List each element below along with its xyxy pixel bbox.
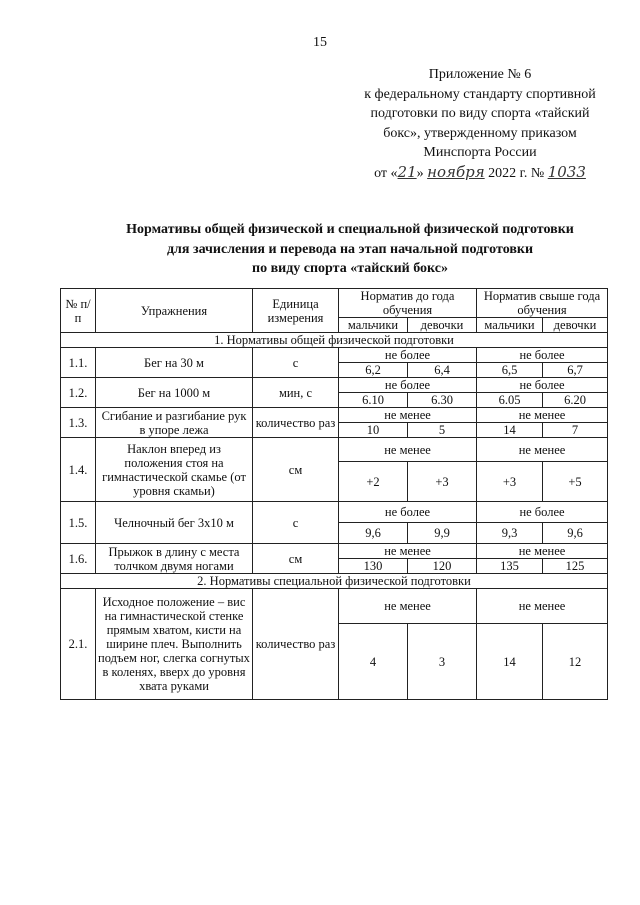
value-cell: +3 [408,462,477,502]
title-line: для зачисления и перевода на этап начальной подготовки [166,241,534,257]
value-cell: 6.05 [477,393,543,408]
header-boys: мальчики [339,318,408,333]
order-day-handwritten: 21 [397,162,417,181]
value-cell: 6,5 [477,363,543,378]
row-condition: не более [339,502,477,523]
table-row [61,438,608,462]
row-condition: не более [477,378,608,393]
value-cell: +5 [543,462,608,502]
row-unit: см [253,544,339,574]
value-cell: 6.30 [408,393,477,408]
row-exercise: Прыжок в длину с места толчком двумя ногами [96,544,253,574]
section-row [61,333,608,348]
value-cell: 3 [408,624,477,700]
order-number-handwritten: 1033 [547,162,586,181]
section-title-special: 2. Нормативы специальной физической подготовки [61,574,608,589]
table-row [61,378,608,393]
row-num: 1.5. [61,502,96,544]
row-num: 1.6. [61,544,96,574]
row-unit: с [253,348,339,378]
title-line: по виду спорта «тайский бокс» [252,261,448,276]
value-cell: 5 [408,423,477,438]
appendix-line: бокс», утвержденному приказом [383,125,577,141]
appendix-line: Приложение № 6 [428,67,532,82]
header-unit: Единица измерения [253,289,339,333]
row-num: 1.1. [61,348,96,378]
row-unit: количество раз [253,589,339,700]
row-num: 1.2. [61,378,96,408]
header-boys: мальчики [477,318,543,333]
appendix-line: к федеральному стандарту спортивной [364,86,596,102]
section-row [61,574,608,589]
table-row [61,502,608,523]
document-title [60,220,640,279]
value-cell: 120 [408,559,477,574]
row-unit: с [253,502,339,544]
row-condition: не более [339,348,477,363]
value-cell: 135 [477,559,543,574]
order-prefix: от « [374,165,398,181]
standards-table [60,288,608,700]
row-condition: не более [477,348,608,363]
order-line [330,163,630,184]
value-cell: 9,6 [543,523,608,544]
table-row [61,408,608,423]
row-exercise: Сгибание и разгибание рук в упоре лежа [96,408,253,438]
header-group-first-year: Норматив до года обучения [339,289,477,318]
row-condition: не менее [477,438,608,462]
value-cell: 6,7 [543,363,608,378]
order-month-handwritten: ноября [427,162,485,181]
value-cell: 6,4 [408,363,477,378]
row-unit: количество раз [253,408,339,438]
row-condition: не более [339,378,477,393]
header-num: № п/п [61,289,96,333]
header-girls: девочки [408,318,477,333]
header-group-over-year: Норматив свыше года обучения [477,289,608,318]
row-unit: см [253,438,339,502]
row-num: 1.3. [61,408,96,438]
page-number: 15 [313,35,327,50]
row-condition: не менее [477,408,608,423]
table-row [61,544,608,559]
row-exercise: Бег на 30 м [96,348,253,378]
header-exercise: Упражнения [96,289,253,333]
value-cell: 14 [477,624,543,700]
value-cell: 4 [339,624,408,700]
section-title-general: 1. Нормативы общей физической подготовки [61,333,608,348]
row-condition: не менее [339,438,477,462]
row-num: 1.4. [61,438,96,502]
appendix-block [330,65,630,183]
appendix-line: Минспорта России [423,145,537,160]
value-cell: +2 [339,462,408,502]
row-condition: не менее [339,589,477,624]
appendix-line: подготовки по виду спорта «тайский [370,106,590,121]
value-cell: 6.10 [339,393,408,408]
value-cell: 130 [339,559,408,574]
value-cell: 9,3 [477,523,543,544]
order-year: 2022 г. № [488,165,545,181]
row-condition: не менее [339,408,477,423]
value-cell: 12 [543,624,608,700]
value-cell: 14 [477,423,543,438]
header-girls: девочки [543,318,608,333]
value-cell: 9,9 [408,523,477,544]
row-condition: не более [477,502,608,523]
row-condition: не менее [477,544,608,559]
row-unit: мин, с [253,378,339,408]
row-exercise: Челночный бег 3х10 м [96,502,253,544]
row-condition: не менее [477,589,608,624]
value-cell: 10 [339,423,408,438]
row-condition: не менее [339,544,477,559]
order-mid: » [416,165,424,181]
value-cell: 9,6 [339,523,408,544]
row-exercise: Исходное положение – вис на гимнастической стенке прямым хватом, кисти на ширине плеч. Выполнить подъем ног, слегка согнутых в коленях, вверх до уровня хвата руками [96,589,253,700]
table-row [61,348,608,363]
row-exercise: Наклон вперед из положения стоя на гимнастической скамье (от уровня скамьи) [96,438,253,502]
value-cell: +3 [477,462,543,502]
value-cell: 7 [543,423,608,438]
value-cell: 125 [543,559,608,574]
header-row [61,289,608,318]
title-line: Нормативы общей физической и специальной физической подготовки [126,222,574,237]
row-exercise: Бег на 1000 м [96,378,253,408]
table-row [61,589,608,624]
value-cell: 6,2 [339,363,408,378]
row-num: 2.1. [61,589,96,700]
value-cell: 6.20 [543,393,608,408]
